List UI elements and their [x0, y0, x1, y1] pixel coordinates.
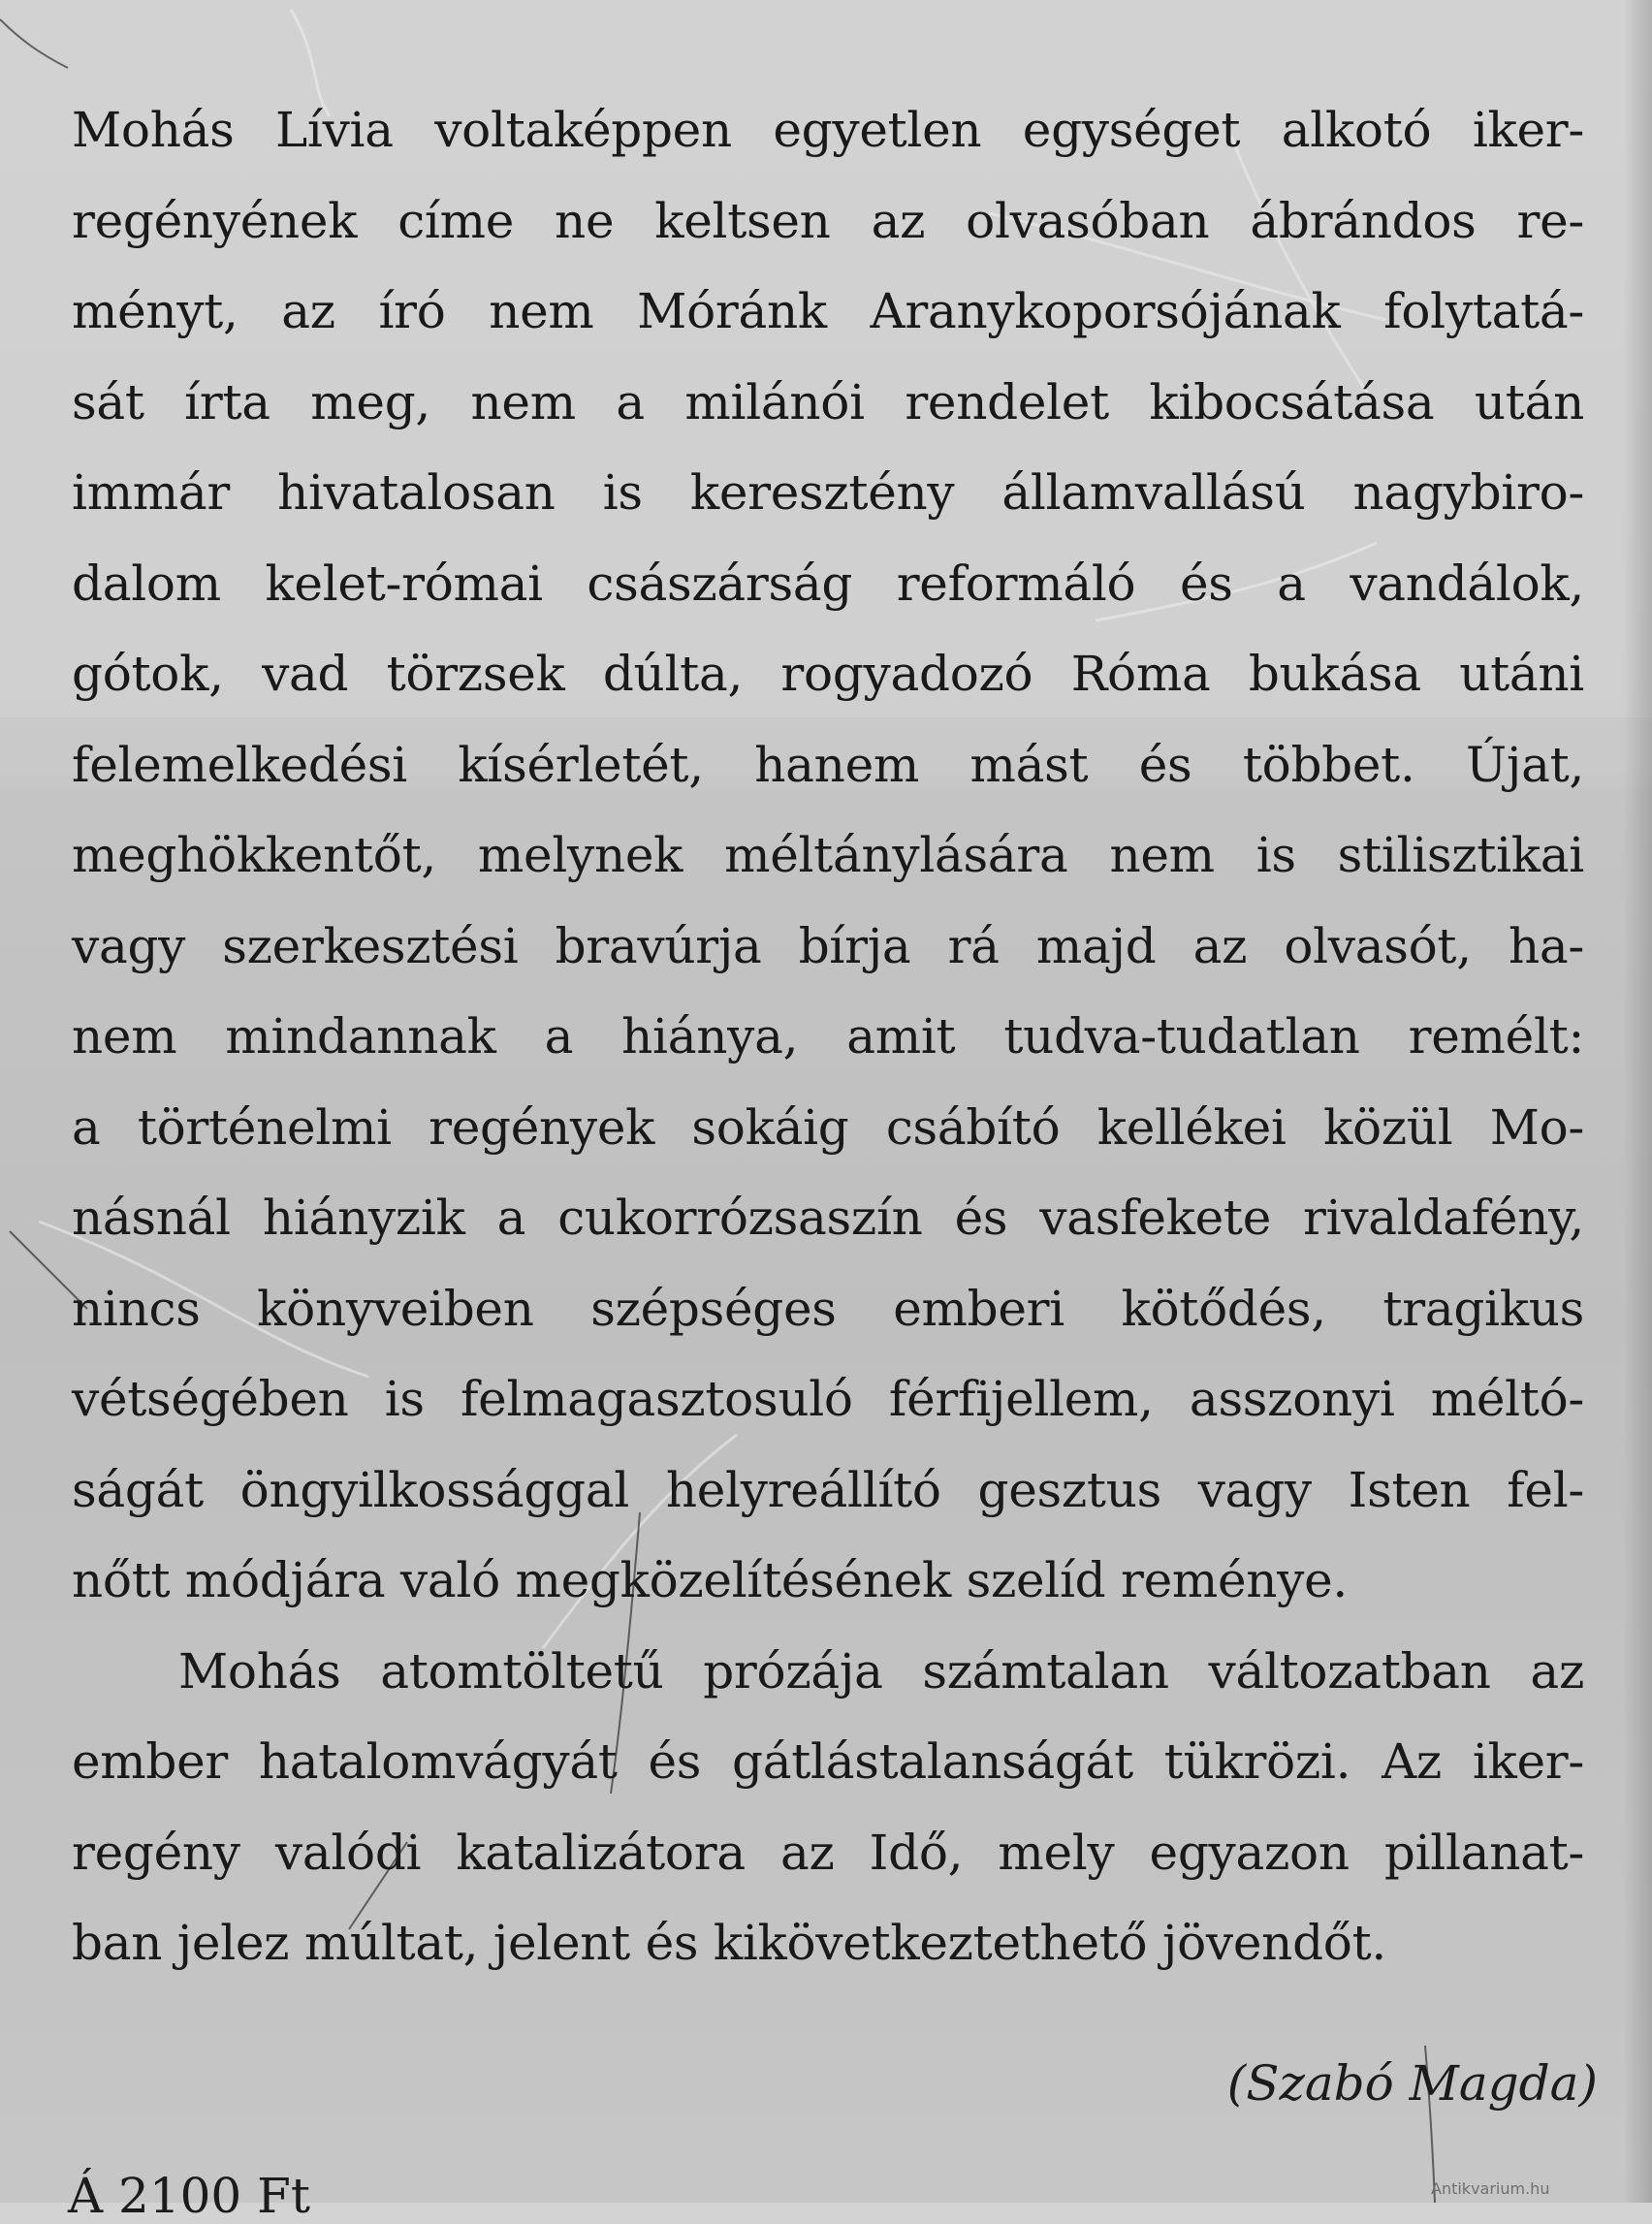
text-line: ember hatalomvágyát és gátlástalanságát tükrözi. Az iker-: [72, 1733, 1584, 1790]
text-line: ságát öngyilkossággal helyreállító gesztus vagy Isten fel-: [72, 1461, 1584, 1518]
text-line: ményt, az író nem Móránk Aranykoporsójának folytatá-: [72, 283, 1584, 339]
text-line: regény valódi katalizátora az Idő, mely egyazon pillanat-: [72, 1824, 1584, 1881]
paragraph-2: [72, 1627, 1584, 1989]
text-line: ban jelez múltat, jelent és kikövetkeztethető jövendőt.: [72, 1915, 1386, 1971]
text-line: regényének címe ne keltsen az olvasóban ábrándos re-: [72, 192, 1584, 249]
text-line: sát írta meg, nem a milánói rendelet kibocsátása után: [72, 373, 1584, 430]
text-line: meghökkentőt, melynek méltánylására nem is stilisztikai: [72, 827, 1584, 883]
text-line: dalom kelet-római császárság reformáló és a vandálok,: [72, 555, 1584, 612]
text-line: vagy szerkesztési bravúrja bírja rá majd az olvasót, ha-: [72, 917, 1584, 974]
text-line: Mohás atomtöltetű prózája számtalan változatban az: [178, 1642, 1584, 1700]
watermark-text: Antikvarium.hu: [1431, 2179, 1550, 2198]
text-line: vétségében is felmagasztosuló férfijellem, asszonyi méltó-: [72, 1371, 1584, 1427]
blurb-text: [72, 85, 1584, 1989]
author-signature: (Szabó Magda): [1226, 2055, 1598, 2112]
text-line: nem mindannak a hiánya, amit tudva-tudatlan remélt:: [72, 1008, 1584, 1064]
text-line: felemelkedési kísérletét, hanem mást és többet. Újat,: [72, 736, 1584, 793]
text-line: a történelmi regények sokáig csábító kellékei közül Mo-: [72, 1098, 1584, 1156]
text-line: Mohás Lívia voltaképpen egyetlen egységet alkotó iker-: [72, 102, 1584, 158]
text-line: immár hivatalosan is keresztény államvallású nagybiro-: [72, 464, 1584, 521]
text-line: gótok, vad törzsek dúlta, rogyadozó Róma bukása utáni: [72, 646, 1584, 702]
text-line: nincs könyveiben szépséges emberi kötődés, tragikus: [72, 1280, 1584, 1337]
text-line: násnál hiányzik a cukorrózsaszín és vasfekete rivaldafény,: [72, 1190, 1584, 1246]
text-line: nőtt módjára való megközelítésének szelíd reménye.: [72, 1552, 1349, 1608]
paragraph-1: [72, 85, 1584, 1627]
price-label: Á 2100 Ft: [68, 2168, 310, 2224]
